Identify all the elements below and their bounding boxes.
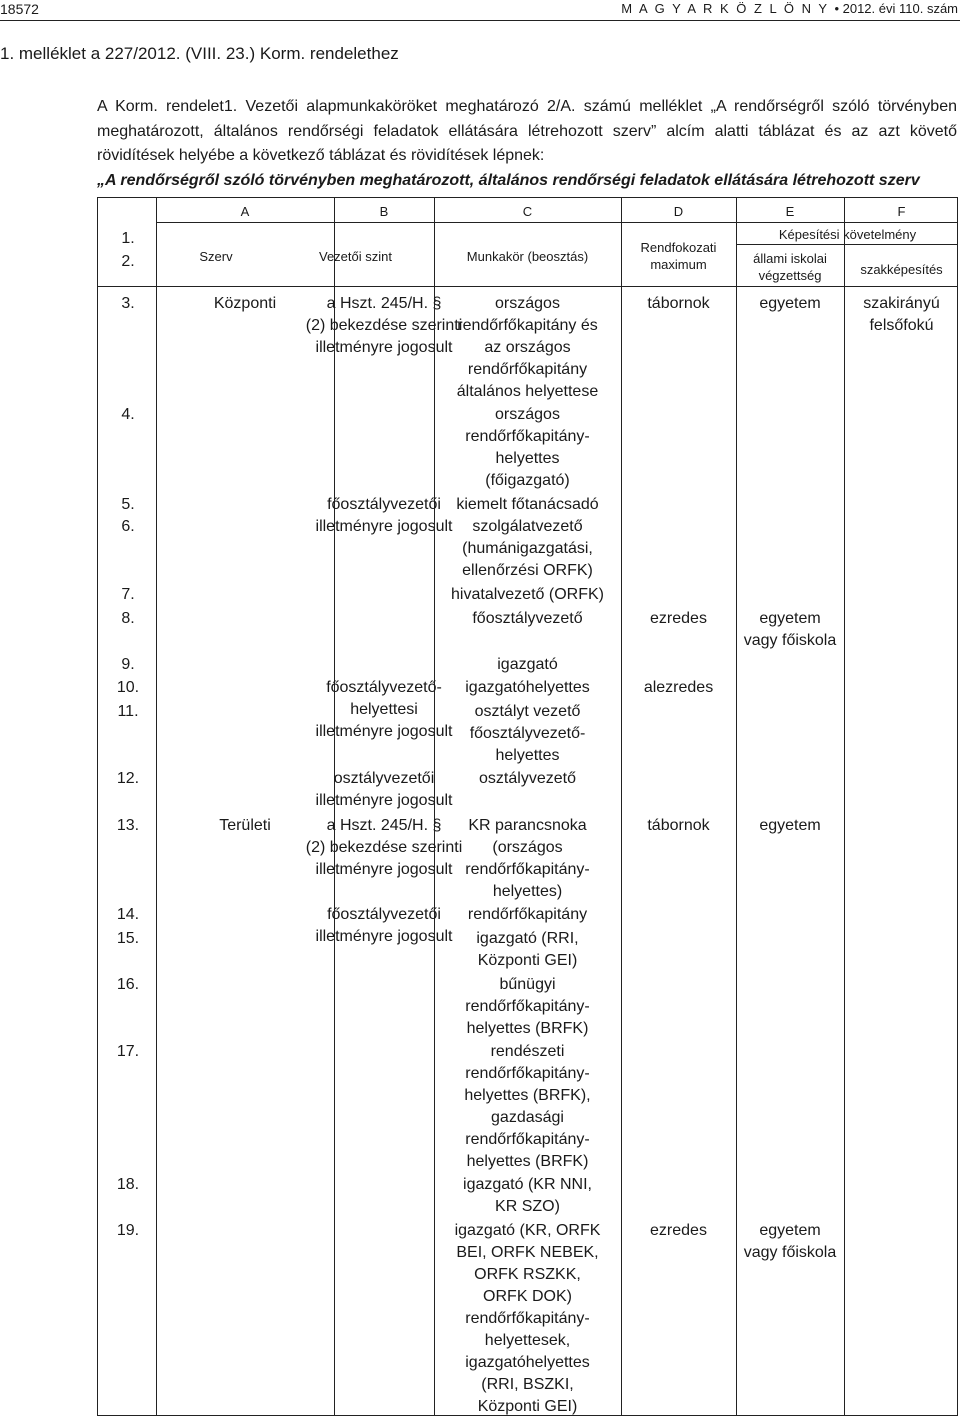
cell-line: bűnügyi <box>499 976 556 993</box>
cell-line: (főigazgató) <box>485 472 570 489</box>
rendfokozat-cell: ezredes <box>650 610 707 627</box>
intro-paragraph: A Korm. rendelet1. Vezetői alapmunkaköröket meghatározó 2/A. számú melléklet „A rendőrségről szóló törvényben meghatározott, általános rendőrségi feladatok ellátására létrehozott szerv” alcím alatti táblázat és az azt követő rövidítések helyébe a következő táblázat és rövidítések lépnek: <box>97 98 957 164</box>
cell-line: rendőrfőkapitány- <box>465 1310 590 1327</box>
munkakor-cell <box>434 904 621 926</box>
rendfokozat-cell: alezredes <box>643 679 714 696</box>
cell-line: helyettes (BRFK) <box>466 1153 589 1170</box>
cell-line: helyettes) <box>492 883 563 900</box>
cell-line: rendőrfőkapitány- <box>465 428 590 445</box>
cell-line: igazgató (RRI, <box>476 930 579 947</box>
row-number: 9. <box>121 656 135 673</box>
header-munkakor: Munkakör (beosztás) <box>466 249 589 264</box>
header-kepesitesi: Képesítési követelmény <box>778 227 917 242</box>
cell-line: osztályt vezető <box>474 703 581 720</box>
munkakor-cell <box>434 293 621 403</box>
cell-line: helyettes (BRFK) <box>466 1020 589 1037</box>
cell-line: egyetem <box>759 1222 821 1239</box>
cell-line: általános helyettese <box>456 383 599 400</box>
munkakor-cell <box>434 608 621 630</box>
cell-line: helyettesi <box>350 701 418 718</box>
cell-line: igazgatóhelyettes <box>465 679 590 696</box>
munkakor-cell <box>434 584 621 606</box>
munkakor-cell <box>434 654 621 676</box>
iskolai-cell <box>736 1220 844 1264</box>
iskolai-cell <box>736 293 844 315</box>
cell-line: egyetem <box>759 610 821 627</box>
journal-issue: • 2012. évi 110. szám <box>834 1 958 16</box>
cell-line: helyettesek, <box>484 1332 571 1349</box>
row-divider <box>736 244 957 245</box>
row-number: 17. <box>116 1043 140 1060</box>
cell-line: illetményre jogosult <box>315 339 453 356</box>
cell-line: (2) bekezdése szerinti <box>305 317 463 334</box>
munkakor-cell <box>434 928 621 972</box>
cell-line: a Hszt. 245/H. § <box>326 817 442 834</box>
cell-line: főosztályvezető- <box>469 725 586 742</box>
munkakor-cell <box>434 701 621 767</box>
cell-line: hivatalvezető (ORFK) <box>451 586 604 603</box>
cell-line: (2) bekezdése szerinti <box>305 839 463 856</box>
journal-name <box>621 1 958 16</box>
row-divider <box>156 222 957 223</box>
row-number: 12. <box>116 770 140 787</box>
cell-line: (humánigazgatási, <box>462 540 593 557</box>
cell-line: rendőrfőkapitány- <box>465 1131 590 1148</box>
cell-line: főosztályvezető <box>472 610 583 627</box>
cell-line: igazgató <box>497 656 558 673</box>
cell-line: vagy főiskola <box>743 632 837 649</box>
cell-line: felsőfokú <box>869 317 934 334</box>
iskolai-cell <box>736 608 844 652</box>
cell-line: helyettes (BRFK), <box>464 1087 591 1104</box>
row-number: 2. <box>121 253 135 270</box>
row-number: 16. <box>116 976 140 993</box>
szakkepesites-cell <box>844 293 959 337</box>
munkakor-cell <box>434 677 621 699</box>
szerv-kozponti: Központi <box>213 295 277 312</box>
cell-line: igazgató (KR, ORFK <box>454 1222 601 1239</box>
row-number: 1. <box>121 230 135 247</box>
cell-line: illetményre jogosult <box>315 518 453 535</box>
szerv-teruleti: Területi <box>219 817 271 834</box>
column-letter-b: B <box>379 204 389 219</box>
munkakor-cell <box>434 974 621 1040</box>
cell-line: rendőrfőkapitány- <box>465 1065 590 1082</box>
row-number: 10. <box>116 679 140 696</box>
cell-line: az országos <box>484 339 571 356</box>
header-line: állami iskolai <box>753 251 827 266</box>
row-number: 5. <box>121 496 135 513</box>
munkakor-cell <box>434 1174 621 1218</box>
column-letter-f: F <box>897 204 906 219</box>
cell-line: Központi GEI) <box>477 952 578 969</box>
col-divider <box>844 198 845 1415</box>
cell-line: helyettes <box>495 747 560 764</box>
cell-line: (országos <box>492 839 563 856</box>
row-divider <box>98 286 957 287</box>
cell-line: főosztályvezetői <box>327 496 441 513</box>
munkakor-cell <box>434 768 621 790</box>
cell-line: ORFK RSZKK, <box>474 1266 581 1283</box>
munkakor-cell <box>434 1041 621 1173</box>
cell-line: főosztályvezetői <box>327 906 441 923</box>
row-number: 11. <box>117 703 139 720</box>
header-line: maximum <box>650 257 707 272</box>
cell-line: KR parancsnoka <box>468 817 587 834</box>
row-number: 8. <box>121 610 135 627</box>
cell-line: gazdasági <box>491 1109 564 1126</box>
leadership-table <box>97 197 958 1416</box>
page-header <box>0 0 960 21</box>
cell-line: országos <box>495 406 560 423</box>
column-letter-a: A <box>240 204 250 219</box>
row-number: 14. <box>116 906 140 923</box>
journal-title: M A G Y A R K Ö Z L Ö N Y <box>621 1 829 16</box>
munkakor-cell <box>434 404 621 492</box>
rendfokozat-cell: tábornok <box>647 817 710 834</box>
cell-line: ORFK DOK) <box>483 1288 572 1305</box>
row-number: 19. <box>116 1222 140 1239</box>
rendfokozat-cell: ezredes <box>650 1222 707 1239</box>
cell-line: országos <box>495 295 560 312</box>
cell-line: szolgálatvezető <box>472 518 583 535</box>
row-number: 6. <box>121 518 135 535</box>
header-line: Rendfokozati <box>640 240 717 255</box>
cell-line: rendőrfőkapitány és <box>457 317 598 334</box>
munkakor-cell <box>434 815 621 903</box>
cell-line: (RRI, BSZKI, <box>481 1376 574 1393</box>
header-iskolai <box>736 250 844 284</box>
cell-line: szakirányú <box>863 295 940 312</box>
header-line: végzettség <box>758 268 822 283</box>
cell-line: osztályvezető <box>479 770 576 787</box>
cell-line: illetményre jogosult <box>315 723 453 740</box>
cell-line: BEI, ORFK NEBEK, <box>456 1244 599 1261</box>
header-szerv: Szerv <box>199 249 233 264</box>
cell-line: rendőrfőkapitány <box>467 361 588 378</box>
cell-line: kiemelt főtanácsadó <box>456 496 599 513</box>
cell-line: KR SZO) <box>495 1198 560 1215</box>
cell-line: helyettes <box>495 450 560 467</box>
cell-line: osztályvezetői <box>333 770 435 787</box>
munkakor-cell <box>434 494 621 516</box>
cell-line: illetményre jogosult <box>315 928 453 945</box>
row-number: 15. <box>116 930 140 947</box>
iskolai-cell <box>736 815 844 837</box>
row-number: 3. <box>121 295 135 312</box>
header-vezetoi-szint: Vezetői szint <box>319 249 392 264</box>
cell-line: igazgató (KR NNI, <box>463 1176 592 1193</box>
cell-line: Központi GEI) <box>477 1398 578 1415</box>
cell-line: a Hszt. 245/H. § <box>326 295 442 312</box>
cell-line: főosztályvezető- <box>326 679 442 696</box>
cell-line: rendőrfőkapitány- <box>465 998 590 1015</box>
cell-line: illetményre jogosult <box>315 861 453 878</box>
row-number: 4. <box>121 406 135 423</box>
munkakor-cell <box>434 516 621 582</box>
cell-line: ellenőrzési ORFK) <box>462 562 593 579</box>
cell-line: rendőrfőkapitány- <box>465 861 590 878</box>
cell-line: egyetem <box>759 817 821 834</box>
header-szakkepesites: szakképesítés <box>860 262 943 277</box>
table-title: „A rendőrségről szóló törvényben meghatározott, általános rendőrségi feladatok ellátására létrehozott szerv <box>97 172 920 189</box>
row-number: 13. <box>116 817 140 834</box>
header-rendfokozat <box>621 239 736 273</box>
row-number: 18. <box>116 1176 140 1193</box>
cell-line: igazgatóhelyettes <box>465 1354 590 1371</box>
munkakor-cell <box>434 1220 621 1418</box>
annex-title: 1. melléklet a 227/2012. (VIII. 23.) Korm. rendelethez <box>0 44 399 63</box>
rendfokozat-cell: tábornok <box>647 295 710 312</box>
column-letter-c: C <box>522 204 533 219</box>
cell-line: egyetem <box>759 295 821 312</box>
cell-line: rendőrfőkapitány <box>467 906 588 923</box>
column-letter-e: E <box>785 204 795 219</box>
column-letter-d: D <box>673 204 684 219</box>
cell-line: rendészeti <box>490 1043 565 1060</box>
page-number: 18572 <box>0 1 39 17</box>
row-number: 7. <box>121 586 135 603</box>
cell-line: vagy főiskola <box>743 1244 837 1261</box>
cell-line: illetményre jogosult <box>315 792 453 809</box>
